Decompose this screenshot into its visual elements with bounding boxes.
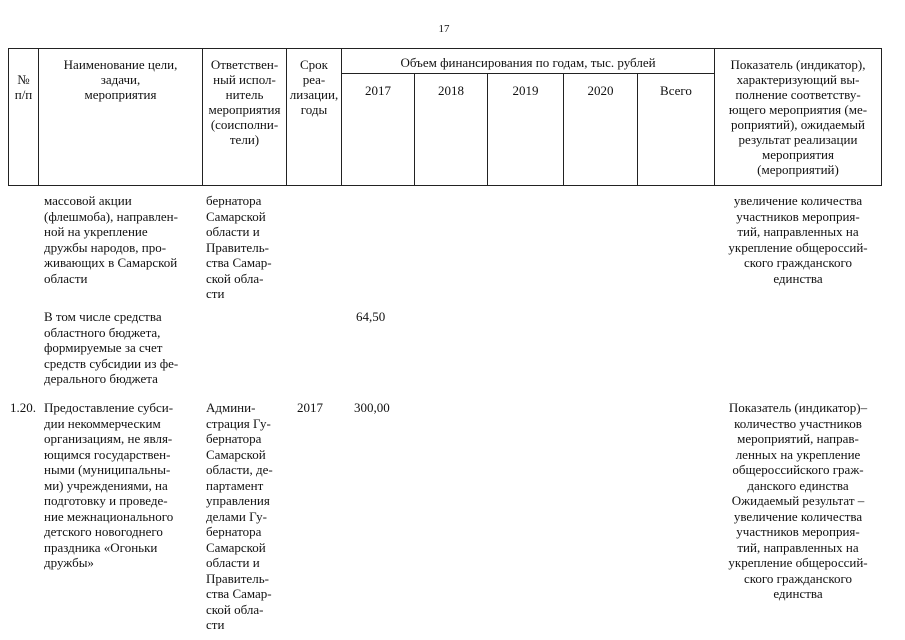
row3-executor: Админи- страция Гу- бернатора Самарской области, де- партамент управления делами Гу- бернатора Самарской области и Правитель- ства Самар- ской обла- сти bbox=[206, 400, 273, 632]
funding-subheader-border bbox=[341, 73, 714, 74]
header-year-2019: 2019 bbox=[512, 83, 539, 98]
row1-executor: бернатора Самарской области и Правитель- ства Самар- ской обла- сти bbox=[206, 193, 272, 301]
row3-term: 2017 bbox=[297, 400, 323, 415]
row2-name: В том числе средства областного бюджета, формируемые за счет средств субсидии из фе- дерального бюджета bbox=[44, 309, 179, 386]
page-number: 17 bbox=[438, 23, 450, 35]
row3-amount-2017: 300,00 bbox=[354, 400, 390, 415]
header-executor: Ответствен- ный испол- нитель мероприятия (соисполни- тели) bbox=[208, 57, 281, 147]
header-name: Наименование цели, задачи, мероприятия bbox=[63, 57, 178, 102]
row1-indicator: увеличение количества участников мероприя- тий, направленных на укрепление общероссий- ского гражданского единства bbox=[728, 193, 868, 286]
header-funding-group: Объем финансирования по годам, тыс. рублей bbox=[400, 55, 656, 70]
header-total: Всего bbox=[660, 83, 692, 98]
row3-name: Предоставление субси- дии некоммерческим организациям, не явля- ющимся государствен- ными (муниципальны- ми) учреждениями, на подготовку и проведе- ние межнационального детского новогоднего праздника «Огоньки дружбы» bbox=[44, 400, 174, 570]
header-year-2017: 2017 bbox=[365, 83, 391, 98]
header-year-2018: 2018 bbox=[438, 83, 464, 98]
header-num: № п/п bbox=[14, 72, 33, 102]
header-top-border bbox=[8, 48, 882, 49]
col-divider bbox=[8, 48, 9, 186]
row2-amount-2017: 64,50 bbox=[356, 309, 386, 324]
row3-number: 1.20. bbox=[10, 400, 36, 415]
row3-indicator: Показатель (индикатор)– количество участников мероприятий, направ- ленных на укрепление общероссийского граж- данского единства Ожидаемый результат – увеличение количества участников мероприя- тий, направленных на укрепление общероссий- ского гражданского единства bbox=[728, 400, 868, 601]
table-header bbox=[8, 48, 882, 186]
header-bottom-border bbox=[8, 185, 882, 186]
col-divider bbox=[881, 48, 882, 186]
header-indicator: Показатель (индикатор), характеризующий вы- полнение соответству- ющего мероприятия (ме- роприятий), ожидаемый результат реализации мероприятия (мероприятий) bbox=[728, 57, 868, 177]
header-year-2020: 2020 bbox=[587, 83, 614, 98]
row1-name: массовой акции (флешмоба), направлен- ной на укрепление дружбы народов, про- живающих в Самарской области bbox=[44, 193, 178, 286]
header-term: Срок реа- лизации, годы bbox=[289, 57, 339, 117]
